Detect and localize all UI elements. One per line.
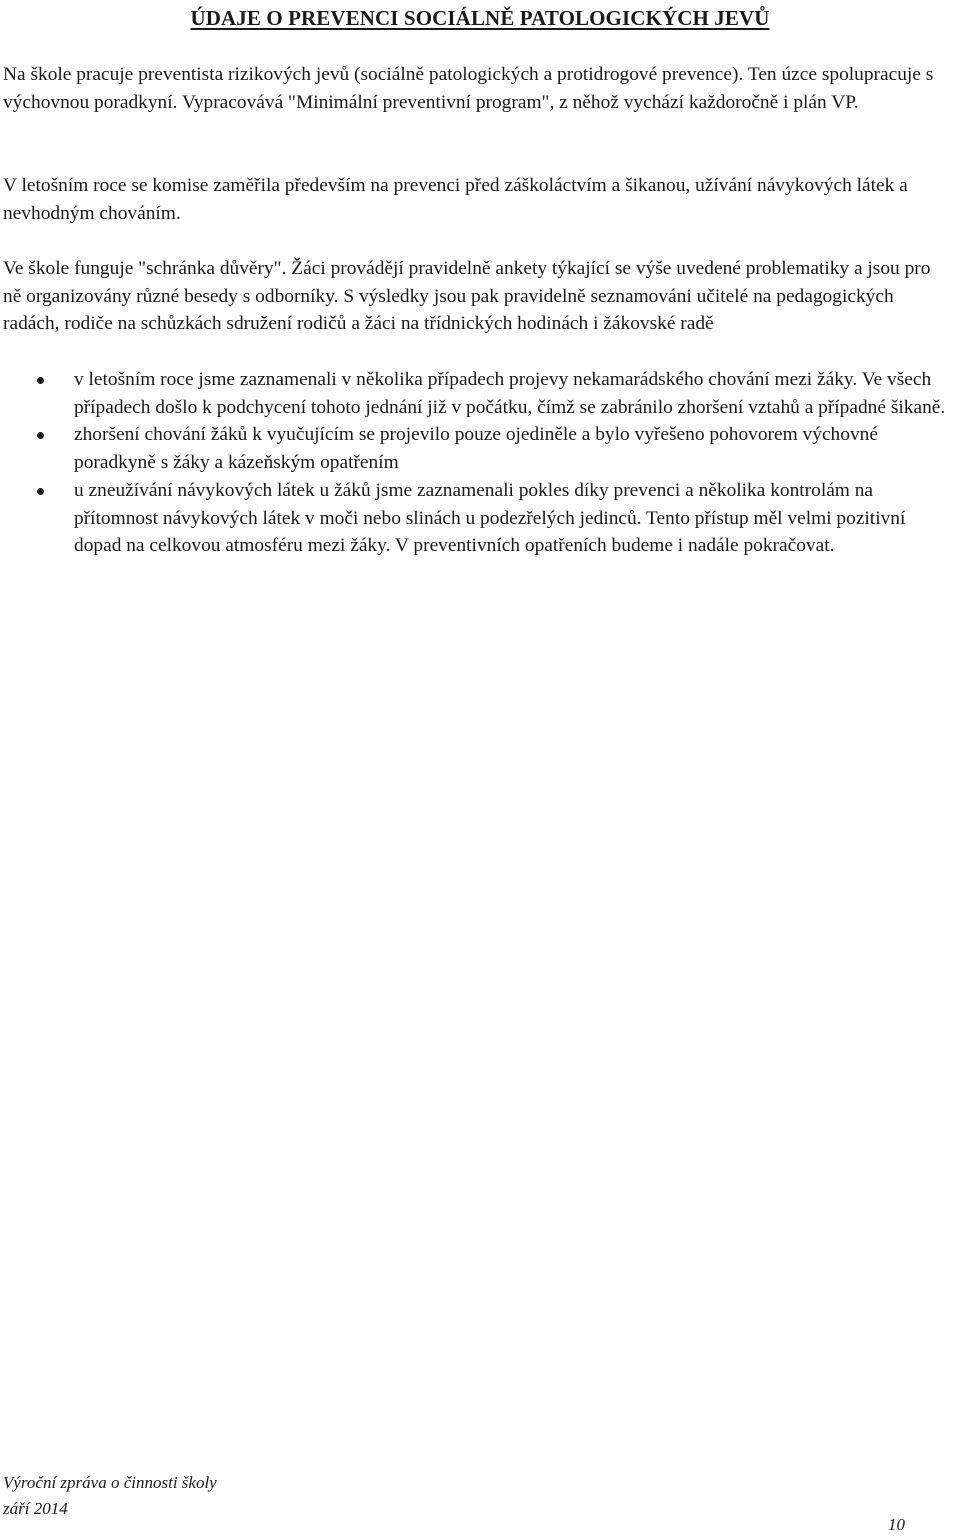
list-item — [0, 421, 950, 476]
list-item — [0, 477, 950, 560]
footer-date: září 2014 — [3, 1499, 68, 1518]
bullet-icon — [37, 377, 44, 384]
bullet-icon — [37, 432, 44, 439]
list-item — [0, 366, 950, 421]
bullet-icon — [37, 488, 44, 495]
paragraph-preventist: Na škole pracuje preventista rizikových jevů (sociálně patologických a protidrogové prevence). Ten úzce spolupracuje s výchovnou poradkyní. Vypracovává "Minimální preventivní program", z něhož vychází každoročně i plán VP. — [3, 64, 934, 113]
page-footer — [3, 1470, 217, 1522]
list-item-text: u zneužívání návykových látek u žáků jsme zaznamenali pokles díky prevenci a několika kontrolám na přítomnost návykových látek v moči nebo slinách u podezřelých jedinců. Tento přístup měl velmi pozitivní dopad na celkovou atmosféru mezi žáky. V preventivních opatřeních budeme i nadále pokračovat. — [74, 479, 906, 557]
paragraph-commission-focus: V letošním roce se komise zaměřila především na prevenci před záškoláctvím a šikanou, užívání návykových látek a nevhodným chováním. — [3, 175, 908, 224]
findings-list — [0, 366, 950, 560]
list-item-text: zhoršení chování žáků k vyučujícím se projevilo pouze ojediněle a bylo vyřešeno pohovorem výchovné poradkyně s žáky a kázeňským opatřením — [74, 424, 878, 474]
page-number: 10 — [888, 1515, 905, 1534]
list-item-text: v letošním roce jsme zaznamenali v několika případech projevy nekamarádského chování mezi žáky. Ve všech případech došlo k podchycení tohoto jednání již v počátku, čímž se zabránilo zhoršení vztahů a případné šikaně. — [74, 369, 946, 418]
page-title: ÚDAJE O PREVENCI SOCIÁLNĚ PATOLOGICKÝCH JEVŮ — [190, 6, 770, 30]
footer-report-title: Výroční zpráva o činnosti školy — [3, 1473, 217, 1492]
paragraph-trust-box: Ve škole funguje "schránka důvěry". Žáci provádějí pravidelně ankety týkající se výše uvedené problematiky a jsou pro ně organizovány různé besedy s odborníky. S výsledky jsou pak pravidelně seznamováni učitelé na pedagogických radách, rodiče na schůzkách sdružení rodičů a žáci na třídnických hodinách i žákovské radě — [3, 258, 931, 335]
